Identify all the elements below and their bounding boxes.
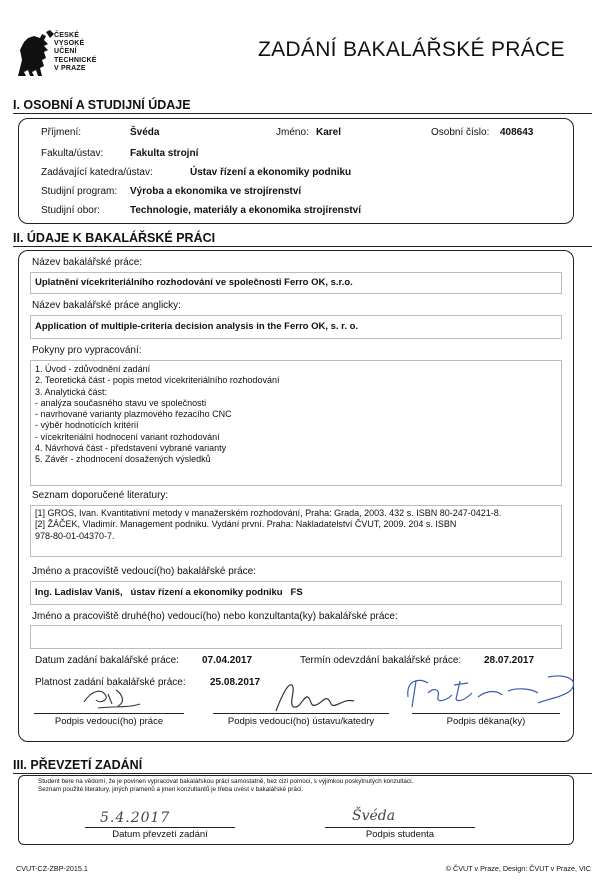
- logo-line-1: ČESKÉ: [54, 32, 80, 39]
- pokyny-label: Pokyny pro vypracování:: [32, 345, 142, 356]
- katedra-label: Zadávající katedra/ústav:: [41, 167, 153, 178]
- section1-rule: [13, 113, 592, 114]
- vedouci-signature-scribble: [78, 682, 148, 712]
- section3-rule: [13, 773, 592, 774]
- vedouci-label: Jméno a pracoviště vedoucí(ho) bakalářské práce:: [32, 566, 257, 577]
- datum-zadani-label: Datum zadání bakalářské práce:: [35, 655, 179, 666]
- podpis-studenta-caption: Podpis studenta: [365, 829, 435, 840]
- pokyny-line: - analýza současného stavu ve společnosti: [35, 397, 207, 408]
- footer-form-code: CVUT-CZ-ZBP-2015.1: [16, 864, 88, 873]
- obor-value: Technologie, materiály a ekonomika strojírenství: [130, 205, 362, 216]
- platnost-label: Platnost zadání bakalářské práce:: [35, 677, 186, 688]
- footer-copyright: © ČVUT v Praze, Design: ČVUT v Praze, VIC: [445, 864, 591, 873]
- dekan-signature-scribble: [398, 667, 588, 715]
- sig2-line: [213, 713, 389, 714]
- nazev-en-label: Název bakalářské práce anglicky:: [32, 300, 181, 311]
- section1-title: I. OSOBNÍ A STUDIJNÍ ÚDAJE: [13, 98, 191, 112]
- pokyny-line: 4. Návrhová část - představení vybrané varianty: [35, 443, 227, 454]
- literatura-line: 978-80-01-04370-7.: [35, 530, 115, 541]
- nazev-value: Uplatnění vícekriteriálního rozhodování ve společnosti Ferro OK, s.r.o.: [35, 277, 353, 288]
- nazev-en-value: Application of multiple-criteria decision analysis in the Ferro OK, s. r. o.: [35, 321, 359, 332]
- document-title: ZADÁNÍ BAKALÁŘSKÉ PRÁCE: [258, 38, 565, 61]
- katedra-value: Ústav řízení a ekonomiky podniku: [190, 167, 352, 178]
- druhy-vedouci-label: Jméno a pracoviště druhé(ho) vedoucí(ho) nebo konzultanta(ky) bakalářské práce:: [32, 611, 398, 622]
- fakulta-label: Fakulta/ústav:: [41, 148, 104, 159]
- literatura-label: Seznam doporučené literatury:: [32, 490, 169, 501]
- program-value: Výroba a ekonomika ve strojírenství: [130, 186, 302, 197]
- osobni-cislo-value: 408643: [500, 127, 534, 138]
- logo-line-2: VYSOKÉ: [54, 40, 85, 48]
- prijmeni-label: Příjmení:: [41, 127, 82, 138]
- podpis-studenta-line: [325, 827, 475, 828]
- nazev-label: Název bakalářské práce:: [32, 257, 143, 268]
- datum-prevzeti-caption: Datum převzetí zadání: [112, 829, 208, 840]
- section2-rule: [13, 246, 592, 247]
- sig1-caption: Podpis vedoucí(ho) práce: [54, 716, 164, 727]
- prevzeti-date-handwritten: 5.4.2017: [100, 810, 171, 826]
- pokyny-line: 1. Úvod - zdůvodnění zadání: [35, 364, 151, 374]
- section3-note-2: Seznam použité literatury, jiných pramenů a jmen konzultantů je třeba uvést v bakalářské práci.: [38, 786, 304, 793]
- logo-line-3: UČENÍ: [54, 48, 77, 56]
- prijmeni-value: Švéda: [130, 127, 160, 138]
- sig3-line: [412, 713, 560, 714]
- pokyny-line: 5. Závěr - zhodnocení dosažených výsledků: [35, 454, 211, 465]
- obor-label: Studijní obor:: [41, 205, 100, 216]
- pokyny-line: - navrhované varianty plazmového řezacího CNC: [35, 409, 232, 420]
- student-signature-handwritten: Švéda: [352, 808, 396, 824]
- section2-title: II. ÚDAJE K BAKALÁŘSKÉ PRÁCI: [13, 231, 216, 245]
- section3-title: III. PŘEVZETÍ ZADÁNÍ: [13, 758, 143, 772]
- pokyny-line: 2. Teoretická část - popis metod vícekriteriálního rozhodování: [35, 375, 280, 386]
- logo-line-4: TECHNICKÉ: [54, 56, 97, 64]
- sig1-line: [34, 713, 184, 714]
- literatura-line: [1] GROS, Ivan. Kvantitativní metody v manažerském rozhodování, Praha: Grada, 2003. 432 s. ISBN 80-247-0421-8.: [35, 508, 502, 518]
- logo-text: [54, 32, 97, 73]
- pokyny-line: - výběr hodnotících kritérií: [35, 420, 139, 431]
- pokyny-list: [35, 364, 279, 466]
- fakulta-value: Fakulta strojní: [130, 148, 199, 159]
- jmeno-label: Jméno:: [276, 127, 309, 138]
- termin-label: Termín odevzdání bakalářské práce:: [300, 655, 462, 666]
- osobni-cislo-label: Osobní číslo:: [431, 127, 490, 138]
- pokyny-line: - vícekriteriální hodnocení variant rozhodování: [35, 431, 220, 442]
- logo-line-5: V PRAZE: [54, 64, 86, 72]
- literatura-line: [2] ŽÁČEK, Vladimír. Management podniku. Vydání první. Praha: Nakladatelství ČVUT, 2009. 204 s. ISBN: [35, 519, 457, 530]
- katedra-signature-scribble: [270, 675, 365, 717]
- section3-note-1: Student bere na vědomí, že je povinen vypracovat bakalářskou práci samostatně, bez cizí pomoci, s výjimkou poskytnutých konzultací.: [38, 778, 414, 785]
- vedouci-value: Ing. Ladislav Vaniš, ústav řízení a ekonomiky podniku FS: [35, 587, 303, 598]
- sig2-caption: Podpis vedoucí(ho) ústavu/katedry: [227, 716, 375, 727]
- druhy-vedouci-field: [30, 625, 562, 649]
- datum-zadani-value: 07.04.2017: [202, 655, 253, 666]
- pokyny-line: 3. Analytická část:: [35, 386, 108, 397]
- datum-prevzeti-line: [85, 827, 235, 828]
- sig3-caption: Podpis děkana(ky): [446, 716, 526, 727]
- program-label: Studijní program:: [41, 186, 118, 197]
- literatura-list: [35, 508, 501, 542]
- termin-value: 28.07.2017: [484, 655, 535, 666]
- jmeno-value: Karel: [316, 127, 342, 138]
- platnost-value: 25.08.2017: [210, 677, 261, 688]
